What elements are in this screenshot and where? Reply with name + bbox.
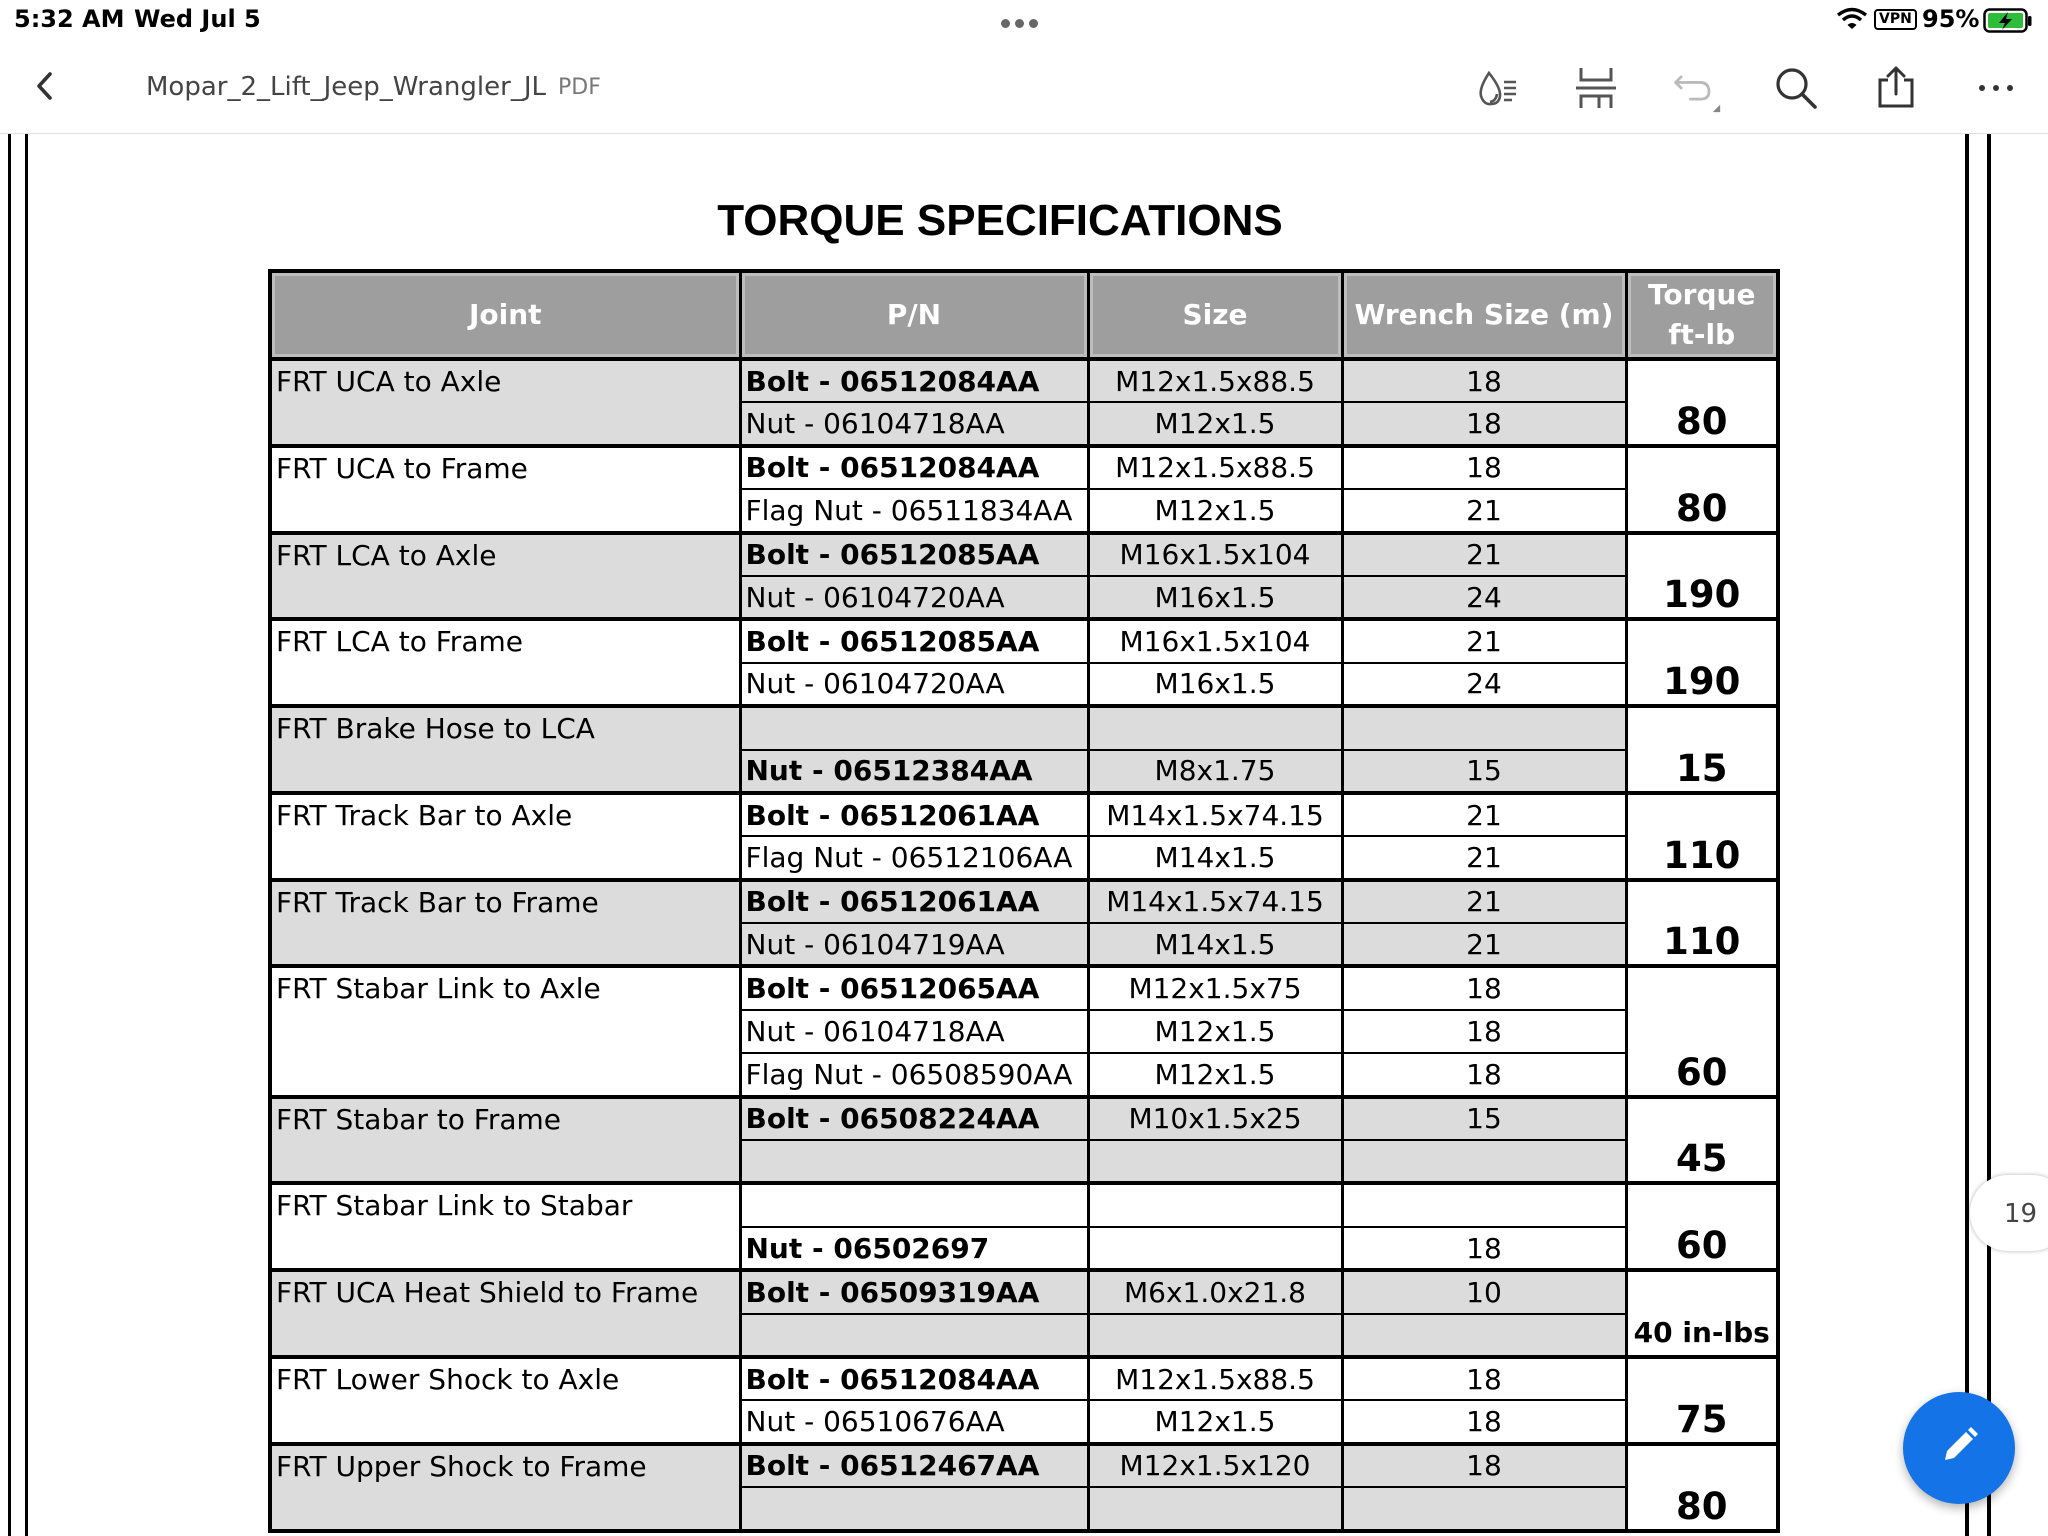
size-cell: M10x1.5x25 xyxy=(1088,1097,1342,1140)
table-row xyxy=(270,793,1778,836)
wrench-size-cell: 21 xyxy=(1342,619,1626,662)
part-number-cell xyxy=(740,1140,1088,1183)
torque-value-cell: 45 xyxy=(1626,1097,1778,1184)
joint-cell: FRT Upper Shock to Frame xyxy=(270,1444,740,1531)
undo-icon[interactable] xyxy=(1670,62,1722,114)
part-number-cell: Nut - 06104719AA xyxy=(740,923,1088,966)
column-header-pn: P/N xyxy=(740,271,1088,359)
torque-value-cell: 80 xyxy=(1626,1444,1778,1531)
edit-fab-button[interactable] xyxy=(1903,1392,2015,1504)
size-cell: M12x1.5 xyxy=(1088,489,1342,532)
part-number-cell xyxy=(740,1314,1088,1357)
wrench-size-cell: 18 xyxy=(1342,1357,1626,1400)
status-date: Wed Jul 5 xyxy=(134,5,261,33)
wrench-size-cell: 21 xyxy=(1342,489,1626,532)
joint-cell: FRT Stabar Link to Stabar xyxy=(270,1183,740,1270)
torque-value-cell: 60 xyxy=(1626,966,1778,1096)
wrench-size-cell xyxy=(1342,706,1626,749)
file-type-label: PDF xyxy=(558,75,601,100)
search-icon[interactable] xyxy=(1770,62,1822,114)
size-cell: M12x1.5x120 xyxy=(1088,1444,1342,1487)
status-bar xyxy=(0,0,2048,42)
part-number-cell: Bolt - 06512084AA xyxy=(740,1357,1088,1400)
torque-value-cell: 80 xyxy=(1626,446,1778,533)
part-number-cell: Flag Nut - 06512106AA xyxy=(740,836,1088,879)
wrench-size-cell: 18 xyxy=(1342,1010,1626,1053)
wrench-size-cell: 15 xyxy=(1342,750,1626,793)
pencil-icon xyxy=(1935,1422,1983,1474)
part-number-cell: Bolt - 06512061AA xyxy=(740,880,1088,923)
size-cell: M14x1.5 xyxy=(1088,836,1342,879)
part-number-cell: Nut - 06104720AA xyxy=(740,576,1088,619)
torque-value-cell: 110 xyxy=(1626,880,1778,967)
table-row xyxy=(270,446,1778,489)
torque-value-cell: 60 xyxy=(1626,1183,1778,1270)
share-icon[interactable] xyxy=(1870,62,1922,114)
wrench-size-cell: 21 xyxy=(1342,533,1626,576)
size-cell: M16x1.5 xyxy=(1088,576,1342,619)
wrench-size-cell: 15 xyxy=(1342,1097,1626,1140)
torque-value-cell: 75 xyxy=(1626,1357,1778,1444)
part-number-cell: Bolt - 06512084AA xyxy=(740,359,1088,402)
size-cell xyxy=(1088,1183,1342,1226)
page-border-line xyxy=(8,134,11,1536)
table-row xyxy=(270,966,1778,1009)
wrench-size-cell xyxy=(1342,1140,1626,1183)
table-row xyxy=(270,1270,1778,1313)
torque-specifications-table xyxy=(268,269,1780,1533)
part-number-cell: Nut - 06104720AA xyxy=(740,663,1088,706)
joint-cell: FRT Stabar Link to Axle xyxy=(270,966,740,1096)
column-header-torque xyxy=(1626,271,1778,359)
wrench-size-cell xyxy=(1342,1183,1626,1226)
part-number-cell: Bolt - 06512467AA xyxy=(740,1444,1088,1487)
size-cell: M12x1.5 xyxy=(1088,1053,1342,1096)
part-number-cell: Flag Nut - 06511834AA xyxy=(740,489,1088,532)
size-cell: M14x1.5x74.15 xyxy=(1088,880,1342,923)
wrench-size-cell: 18 xyxy=(1342,1227,1626,1270)
size-cell: M14x1.5x74.15 xyxy=(1088,793,1342,836)
joint-cell: FRT Track Bar to Axle xyxy=(270,793,740,880)
wrench-size-cell xyxy=(1342,1314,1626,1357)
joint-cell: FRT Track Bar to Frame xyxy=(270,880,740,967)
size-cell: M12x1.5 xyxy=(1088,1400,1342,1443)
size-cell: M16x1.5x104 xyxy=(1088,533,1342,576)
joint-cell: FRT UCA to Axle xyxy=(270,359,740,446)
table-row xyxy=(270,1097,1778,1140)
wrench-size-cell: 18 xyxy=(1342,966,1626,1009)
wrench-size-cell: 10 xyxy=(1342,1270,1626,1313)
more-options-icon[interactable] xyxy=(1970,62,2022,114)
column-header-wrench-size: Wrench Size (m) xyxy=(1342,271,1626,359)
part-number-cell: Bolt - 06512085AA xyxy=(740,619,1088,662)
part-number-cell: Bolt - 06508224AA xyxy=(740,1097,1088,1140)
size-cell xyxy=(1088,1487,1342,1530)
joint-cell: FRT Stabar to Frame xyxy=(270,1097,740,1184)
size-cell: M12x1.5x88.5 xyxy=(1088,359,1342,402)
wrench-size-cell: 18 xyxy=(1342,402,1626,445)
part-number-cell: Nut - 06104718AA xyxy=(740,402,1088,445)
part-number-cell: Nut - 06510676AA xyxy=(740,1400,1088,1443)
size-cell: M16x1.5 xyxy=(1088,663,1342,706)
wrench-size-cell: 21 xyxy=(1342,880,1626,923)
page-number-indicator[interactable]: 19 xyxy=(1970,1175,2048,1251)
part-number-cell xyxy=(740,1183,1088,1226)
multitasking-dots-icon[interactable] xyxy=(1001,13,1043,32)
joint-cell: FRT Brake Hose to LCA xyxy=(270,706,740,793)
torque-value-cell: 110 xyxy=(1626,793,1778,880)
torque-value-cell: 190 xyxy=(1626,533,1778,620)
size-cell: M12x1.5x75 xyxy=(1088,966,1342,1009)
part-number-cell: Bolt - 06509319AA xyxy=(740,1270,1088,1313)
status-time: 5:32 AM xyxy=(14,5,125,33)
size-cell: M12x1.5 xyxy=(1088,402,1342,445)
table-row xyxy=(270,359,1778,402)
size-cell: M12x1.5x88.5 xyxy=(1088,1357,1342,1400)
size-cell: M6x1.0x21.8 xyxy=(1088,1270,1342,1313)
table-row xyxy=(270,1357,1778,1400)
table-row xyxy=(270,1183,1778,1226)
size-cell: M14x1.5 xyxy=(1088,923,1342,966)
size-cell xyxy=(1088,1140,1342,1183)
joint-cell: FRT LCA to Frame xyxy=(270,619,740,706)
part-number-cell: Nut - 06502697 xyxy=(740,1227,1088,1270)
table-row xyxy=(270,1444,1778,1487)
wrench-size-cell: 18 xyxy=(1342,1053,1626,1096)
size-cell: M12x1.5x88.5 xyxy=(1088,446,1342,489)
part-number-cell: Bolt - 06512084AA xyxy=(740,446,1088,489)
table-row xyxy=(270,619,1778,662)
torque-value-cell: 190 xyxy=(1626,619,1778,706)
torque-unit-header-line: ft-lb xyxy=(1668,318,1736,351)
joint-cell: FRT LCA to Axle xyxy=(270,533,740,620)
document-heading: TORQUE SPECIFICATIONS xyxy=(717,196,1283,245)
battery-icon xyxy=(1983,8,2033,38)
wrench-size-cell: 21 xyxy=(1342,793,1626,836)
part-number-cell xyxy=(740,706,1088,749)
torque-value-cell: 15 xyxy=(1626,706,1778,793)
table-row xyxy=(270,706,1778,749)
part-number-cell: Bolt - 06512065AA xyxy=(740,966,1088,1009)
wrench-size-cell: 21 xyxy=(1342,836,1626,879)
wrench-size-cell: 24 xyxy=(1342,576,1626,619)
table-row xyxy=(270,880,1778,923)
part-number-cell xyxy=(740,1487,1088,1530)
pdf-toolbar xyxy=(0,42,2048,134)
wrench-size-cell: 18 xyxy=(1342,1444,1626,1487)
part-number-cell: Bolt - 06512061AA xyxy=(740,793,1088,836)
table-row xyxy=(270,533,1778,576)
wrench-size-cell xyxy=(1342,1487,1626,1530)
joint-cell: FRT UCA Heat Shield to Frame xyxy=(270,1270,740,1357)
torque-value-cell: 80 xyxy=(1626,359,1778,446)
part-number-cell: Flag Nut - 06508590AA xyxy=(740,1053,1088,1096)
crop-scan-icon[interactable] xyxy=(1570,62,1622,114)
vpn-badge: VPN xyxy=(1874,9,1917,30)
page-border-line xyxy=(1965,134,1969,1536)
size-cell: M8x1.75 xyxy=(1088,750,1342,793)
page-border-line xyxy=(1987,134,1991,1536)
size-cell: M16x1.5x104 xyxy=(1088,619,1342,662)
torque-value-cell: 40 in-lbs xyxy=(1626,1270,1778,1357)
document-filename: Mopar_2_Lift_Jeep_Wrangler_JL xyxy=(146,72,546,102)
part-number-cell: Nut - 06512384AA xyxy=(740,750,1088,793)
color-text-icon[interactable] xyxy=(1470,62,1522,114)
wrench-size-cell: 18 xyxy=(1342,446,1626,489)
part-number-cell: Bolt - 06512085AA xyxy=(740,533,1088,576)
wrench-size-cell: 18 xyxy=(1342,1400,1626,1443)
part-number-cell: Nut - 06104718AA xyxy=(740,1010,1088,1053)
joint-cell: FRT Lower Shock to Axle xyxy=(270,1357,740,1444)
table-header-row xyxy=(270,271,1778,359)
torque-header-line: Torque xyxy=(1648,278,1756,311)
size-cell xyxy=(1088,1314,1342,1357)
page-border-line xyxy=(25,134,28,1536)
size-cell xyxy=(1088,706,1342,749)
wrench-size-cell: 21 xyxy=(1342,923,1626,966)
wrench-size-cell: 24 xyxy=(1342,663,1626,706)
table-body xyxy=(270,359,1778,1531)
size-cell xyxy=(1088,1227,1342,1270)
column-header-size: Size xyxy=(1088,271,1342,359)
wifi-icon xyxy=(1836,7,1868,35)
battery-percentage: 95% xyxy=(1922,5,1980,33)
wrench-size-cell: 18 xyxy=(1342,359,1626,402)
back-chevron-icon[interactable] xyxy=(30,66,60,110)
size-cell: M12x1.5 xyxy=(1088,1010,1342,1053)
column-header-joint: Joint xyxy=(270,271,740,359)
joint-cell: FRT UCA to Frame xyxy=(270,446,740,533)
